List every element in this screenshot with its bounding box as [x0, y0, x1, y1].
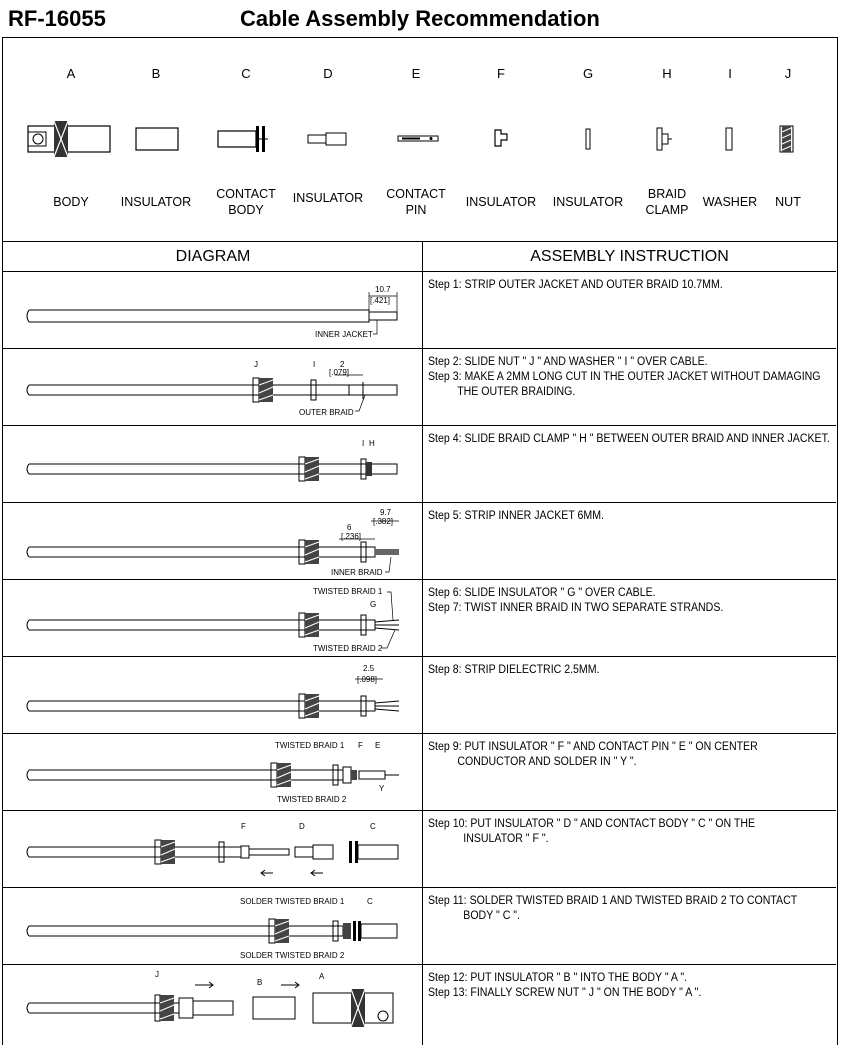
part-f-label: F: [241, 822, 246, 831]
part-letter: B: [151, 66, 161, 81]
part-letter: C: [241, 66, 251, 81]
part-name: INSULATOR: [465, 195, 537, 209]
step-diagram: [3, 811, 423, 888]
dim-inch-label: [.421]: [370, 296, 391, 305]
part-letter: G: [582, 66, 594, 81]
part-letter: A: [66, 66, 76, 81]
dim-label: 2: [340, 360, 345, 369]
step-text: Step 8: STRIP DIELECTRIC 2.5MM.: [428, 664, 600, 676]
step-text: Step 12: PUT INSULATOR " B " INTO THE BODY " A ". Step 13: FINALLY SCREW NUT " J " ON THE BODY " A ".: [428, 972, 702, 999]
insulator-icon: [116, 116, 196, 161]
step-diagram: [3, 965, 423, 1045]
part-name: BRAID CLAMP: [645, 187, 689, 217]
step-text: Step 10: PUT INSULATOR " D " AND CONTACT BODY " C " ON THE INSULATOR " F ".: [428, 818, 756, 845]
part-g: [548, 38, 628, 238]
nut-icon: [748, 116, 828, 161]
part-g-label: G: [370, 600, 377, 609]
part-f: [461, 38, 541, 238]
step-row-7: [3, 734, 836, 811]
step-diagram: [3, 503, 423, 580]
part-name: CONTACT PIN: [386, 187, 446, 217]
step-row-6: [3, 657, 836, 734]
part-letter: H: [662, 66, 672, 81]
insulator-icon: [461, 116, 541, 161]
part-b: [116, 38, 196, 238]
part-j-label: J: [155, 970, 159, 979]
step-diagram: [3, 272, 423, 349]
part-letter: D: [323, 66, 333, 81]
part-name: NUT: [775, 195, 801, 209]
callout-label: INNER BRAID: [331, 568, 383, 577]
part-letter: F: [497, 66, 505, 81]
part-h-label: H: [369, 439, 375, 448]
part-c: [206, 38, 286, 238]
step-row-10: [3, 965, 836, 1045]
solder-twisted-braid-1-label: SOLDER TWISTED BRAID 1: [240, 897, 345, 906]
dim-label: 2.5: [363, 664, 375, 673]
body-icon: [26, 116, 116, 161]
step-text: Step 9: PUT INSULATOR " F " AND CONTACT PIN " E " ON CENTER CONDUCTOR AND SOLDER IN " Y ".: [428, 741, 758, 768]
step-diagram: [3, 580, 423, 657]
part-name: INSULATOR: [120, 195, 192, 209]
contact-pin-icon: [376, 116, 456, 161]
part-c-label: C: [367, 897, 373, 906]
step-diagram: [3, 888, 423, 965]
step-text: Step 11: SOLDER TWISTED BRAID 1 AND TWISTED BRAID 2 TO CONTACT BODY " C ".: [428, 895, 798, 922]
part-b-label: B: [257, 978, 263, 987]
twisted-braid-1-label: TWISTED BRAID 1: [275, 741, 345, 750]
part-letter: E: [411, 66, 421, 81]
step-diagram: [3, 349, 423, 426]
part-d-label: D: [299, 822, 305, 831]
contact-body-icon: [206, 116, 286, 161]
dim-inch-label: [.079]: [329, 368, 350, 377]
part-name: CONTACT BODY: [216, 187, 276, 217]
part-y-label: Y: [379, 784, 385, 793]
step-diagram: [3, 657, 423, 734]
diagram-header: DIAGRAM: [3, 242, 423, 272]
twisted-braid-2-label: TWISTED BRAID 2: [277, 795, 347, 804]
part-name: INSULATOR: [292, 191, 364, 205]
part-c-label: C: [370, 822, 376, 831]
document-title: Cable Assembly Recommendation: [240, 6, 600, 31]
step-row-1: [3, 272, 836, 349]
insulator-icon: [548, 116, 628, 161]
part-a: [31, 38, 111, 238]
part-d: [288, 38, 368, 238]
step-row-5: [3, 580, 836, 657]
part-name: INSULATOR: [552, 195, 624, 209]
part-letter: J: [784, 66, 792, 81]
step-text: Step 4: SLIDE BRAID CLAMP " H " BETWEEN OUTER BRAID AND INNER JACKET.: [428, 433, 830, 445]
step-text: Step 2: SLIDE NUT " J " AND WASHER " I " OVER CABLE. Step 3: MAKE A 2MM LONG CUT IN THE OUTER JACKET WITHOUT DAMAGING THE OUTER BRAIDING.: [428, 356, 821, 398]
dim-inch-label: [.098]: [357, 675, 378, 684]
step-diagram: [3, 734, 423, 811]
step-text: Step 1: STRIP OUTER JACKET AND OUTER BRAID 10.7MM.: [428, 279, 723, 291]
step-row-9: [3, 888, 836, 965]
twisted-braid-2-label: TWISTED BRAID 2: [313, 644, 383, 653]
step-text: Step 6: SLIDE INSULATOR " G " OVER CABLE. Step 7: TWIST INNER BRAID IN TWO SEPARATE STRANDS.: [428, 587, 724, 614]
part-j: [748, 38, 828, 238]
part-a-label: A: [319, 972, 325, 981]
part-f-label: F: [358, 741, 363, 750]
dim2-label: 6: [347, 523, 352, 532]
step-diagram: [3, 426, 423, 503]
step-row-3: [3, 426, 836, 503]
part-letter: I: [728, 66, 732, 81]
part-i-label: I: [362, 439, 365, 448]
callout-label: INNER JACKET: [315, 330, 373, 339]
assembly-table: [2, 242, 838, 1045]
instruction-header: ASSEMBLY INSTRUCTION: [423, 242, 836, 272]
dim2-inch-label: [.236]: [341, 532, 362, 541]
dim-label: 10.7: [375, 285, 391, 294]
part-i-label: I: [313, 360, 316, 369]
parts-legend: [2, 37, 838, 242]
document-id: RF-16055: [8, 6, 106, 31]
part-name: BODY: [53, 195, 89, 209]
step-row-8: [3, 811, 836, 888]
part-e-label: E: [375, 741, 381, 750]
solder-twisted-braid-2-label: SOLDER TWISTED BRAID 2: [240, 951, 345, 960]
step-row-2: [3, 349, 836, 426]
step-row-4: [3, 503, 836, 580]
part-name: WASHER: [702, 195, 758, 209]
part-j-label: J: [254, 360, 258, 369]
twisted-braid-1-label: TWISTED BRAID 1: [313, 587, 383, 596]
dim-label: 9.7: [380, 508, 392, 517]
insulator-icon: [288, 116, 368, 161]
callout-label: OUTER BRAID: [299, 408, 354, 417]
dim-inch-label: [.382]: [373, 517, 394, 526]
step-text: Step 5: STRIP INNER JACKET 6MM.: [428, 510, 604, 522]
part-e: [376, 38, 456, 238]
